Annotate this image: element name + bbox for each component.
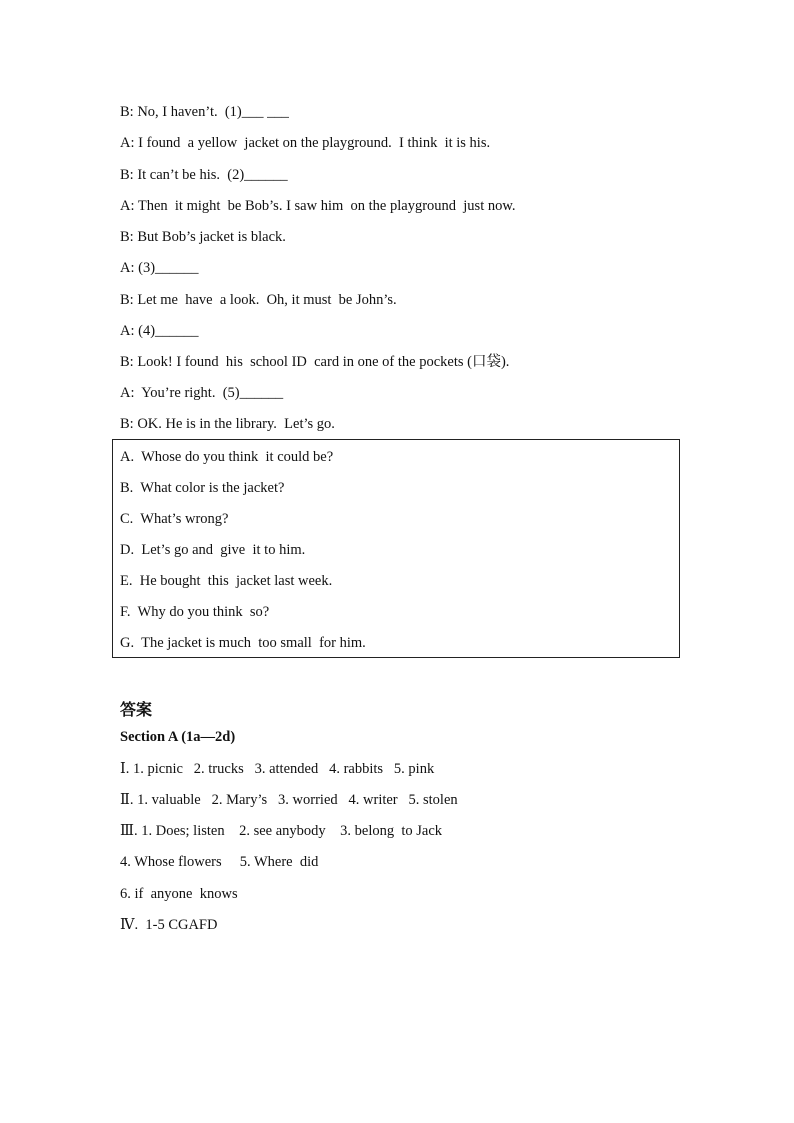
answer-line-6: Ⅳ. 1-5 CGAFD <box>120 917 218 933</box>
answer-line-2: Ⅱ. 1. valuable 2. Mary’s 3. worried 4. writer 5. stolen <box>120 792 458 808</box>
option-f: F. Why do you think so? <box>120 604 270 620</box>
option-g: G. The jacket is much too small for him. <box>120 635 366 651</box>
dialogue-line-5: B: But Bob’s jacket is black. <box>120 229 286 245</box>
option-e: E. He bought this jacket last week. <box>120 573 333 589</box>
answer-line-4: 4. Whose flowers 5. Where did <box>120 854 319 870</box>
option-b: B. What color is the jacket? <box>120 480 285 496</box>
answer-line-5: 6. if anyone knows <box>120 886 238 902</box>
dialogue-line-9: B: Look! I found his school ID card in one of the pockets (口袋). <box>120 354 510 370</box>
dialogue-line-6: A: (3)______ <box>120 260 199 276</box>
section-title: Section A (1a—2d) <box>120 729 236 745</box>
dialogue-line-1: B: No, I haven’t. (1)___ ___ <box>120 104 289 120</box>
answer-line-3: Ⅲ. 1. Does; listen 2. see anybody 3. belong to Jack <box>120 823 443 839</box>
dialogue-line-4: A: Then it might be Bob’s. I saw him on the playground just now. <box>120 198 516 214</box>
option-c: C. What’s wrong? <box>120 511 229 527</box>
answer-line-1: Ⅰ. 1. picnic 2. trucks 3. attended 4. rabbits 5. pink <box>120 761 435 777</box>
dialogue-line-8: A: (4)______ <box>120 323 199 339</box>
dialogue-line-3: B: It can’t be his. (2)______ <box>120 167 288 183</box>
dialogue-line-11: B: OK. He is in the library. Let’s go. <box>120 416 335 432</box>
dialogue-line-10: A: You’re right. (5)______ <box>120 385 284 401</box>
options-box <box>112 439 680 658</box>
dialogue-line-7: B: Let me have a look. Oh, it must be John’s. <box>120 292 397 308</box>
option-d: D. Let’s go and give it to him. <box>120 542 306 558</box>
answers-heading: 答案 <box>120 700 153 719</box>
option-a: A. Whose do you think it could be? <box>120 449 334 465</box>
dialogue-line-2: A: I found a yellow jacket on the playground. I think it is his. <box>120 135 491 151</box>
